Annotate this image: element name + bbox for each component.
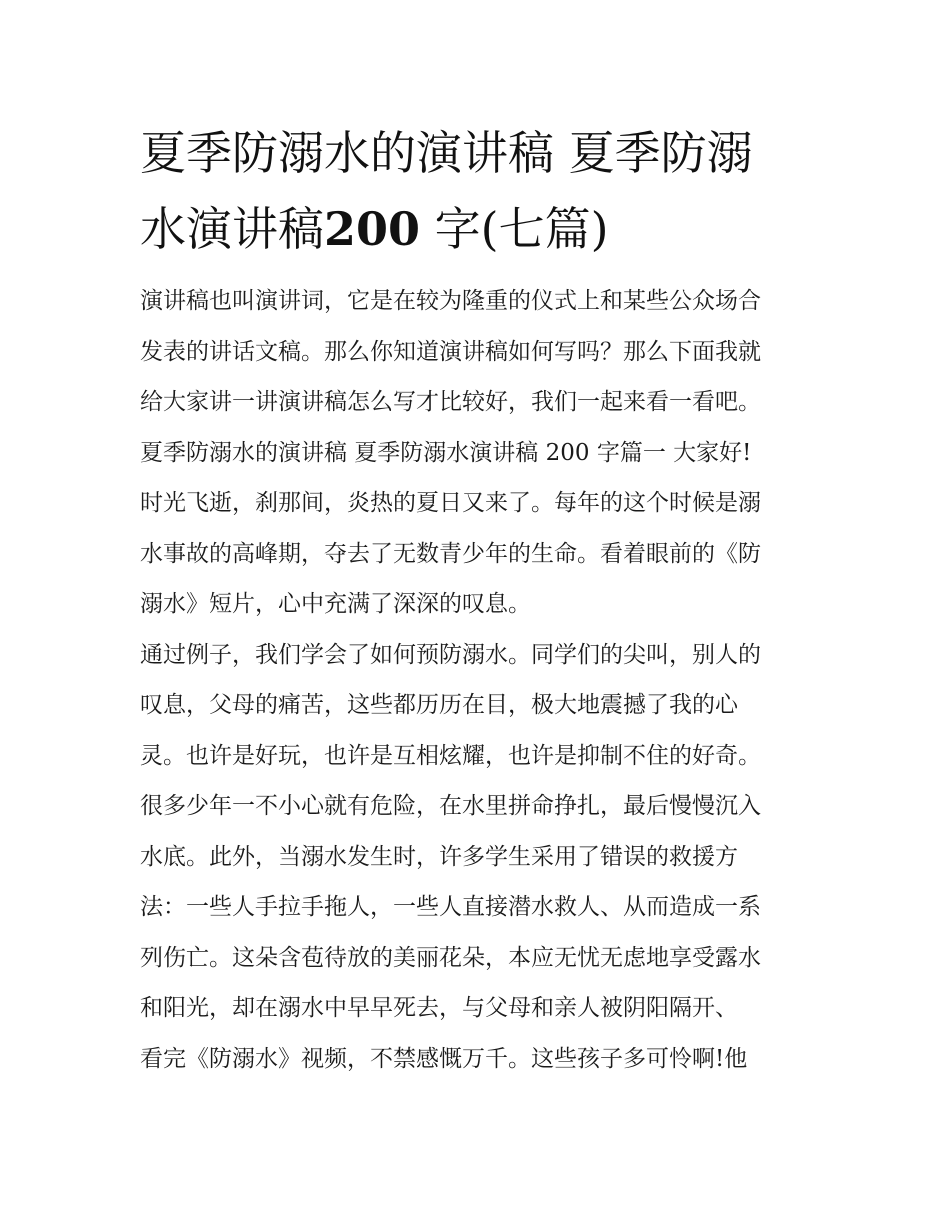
document-body	[140, 276, 820, 1084]
body-line: 发表的讲话文稿。那么你知道演讲稿如何写吗？那么下面我就	[140, 338, 761, 365]
body-line: 很多少年一不小心就有危险，在水里拼命挣扎，最后慢慢沉入	[140, 793, 761, 819]
body-line: 溺水》短片，心中充满了深深的叹息。	[140, 591, 531, 617]
title-line-2-number: 200	[324, 202, 421, 256]
body-line: 夏季防溺水的演讲稿 夏季防溺水演讲稿 200 字篇一 大家好!	[140, 439, 752, 466]
title-line-1: 夏季防溺水的演讲稿 夏季防溺	[140, 126, 753, 180]
body-line: 水底。此外，当溺水发生时，许多学生采用了错误的救援方	[140, 843, 738, 870]
body-line: 演讲稿也叫演讲词，它是在较为隆重的仪式上和某些公众场合	[140, 288, 761, 314]
title-line-2-suffix: 字(七篇)	[420, 202, 609, 256]
body-line: 列伤亡。这朵含苞待放的美丽花朵，本应无忧无虑地享受露水	[140, 944, 761, 971]
body-line: 给大家讲一讲演讲稿怎么写才比较好，我们一起来看一看吧。	[140, 389, 761, 415]
title-line-2	[140, 191, 820, 267]
body-line: 和阳光，却在溺水中早早死去，与父母和亲人被阴阳隔开、	[140, 995, 738, 1021]
body-line: 法：一些人手拉手拖人，一些人直接潜水救人、从而造成一系	[140, 894, 761, 920]
body-line: 时光飞逝，刹那间，炎热的夏日又来了。每年的这个时候是溺	[140, 490, 761, 516]
body-line: 灵。也许是好玩，也许是互相炫耀，也许是抑制不住的好奇。	[140, 742, 761, 769]
document-title	[140, 115, 820, 267]
body-line: 通过例子，我们学会了如何预防溺水。同学们的尖叫，别人的	[140, 641, 761, 668]
body-line: 水事故的高峰期，夺去了无数青少年的生命。看着眼前的《防	[140, 540, 761, 567]
body-line: 叹息，父母的痛苦，这些都历历在目，极大地震撼了我的心	[140, 692, 738, 718]
body-line: 看完《防溺水》视频，不禁感慨万千。这些孩子多可怜啊!他	[140, 1045, 748, 1072]
title-line-2-prefix: 水演讲稿	[140, 202, 324, 256]
